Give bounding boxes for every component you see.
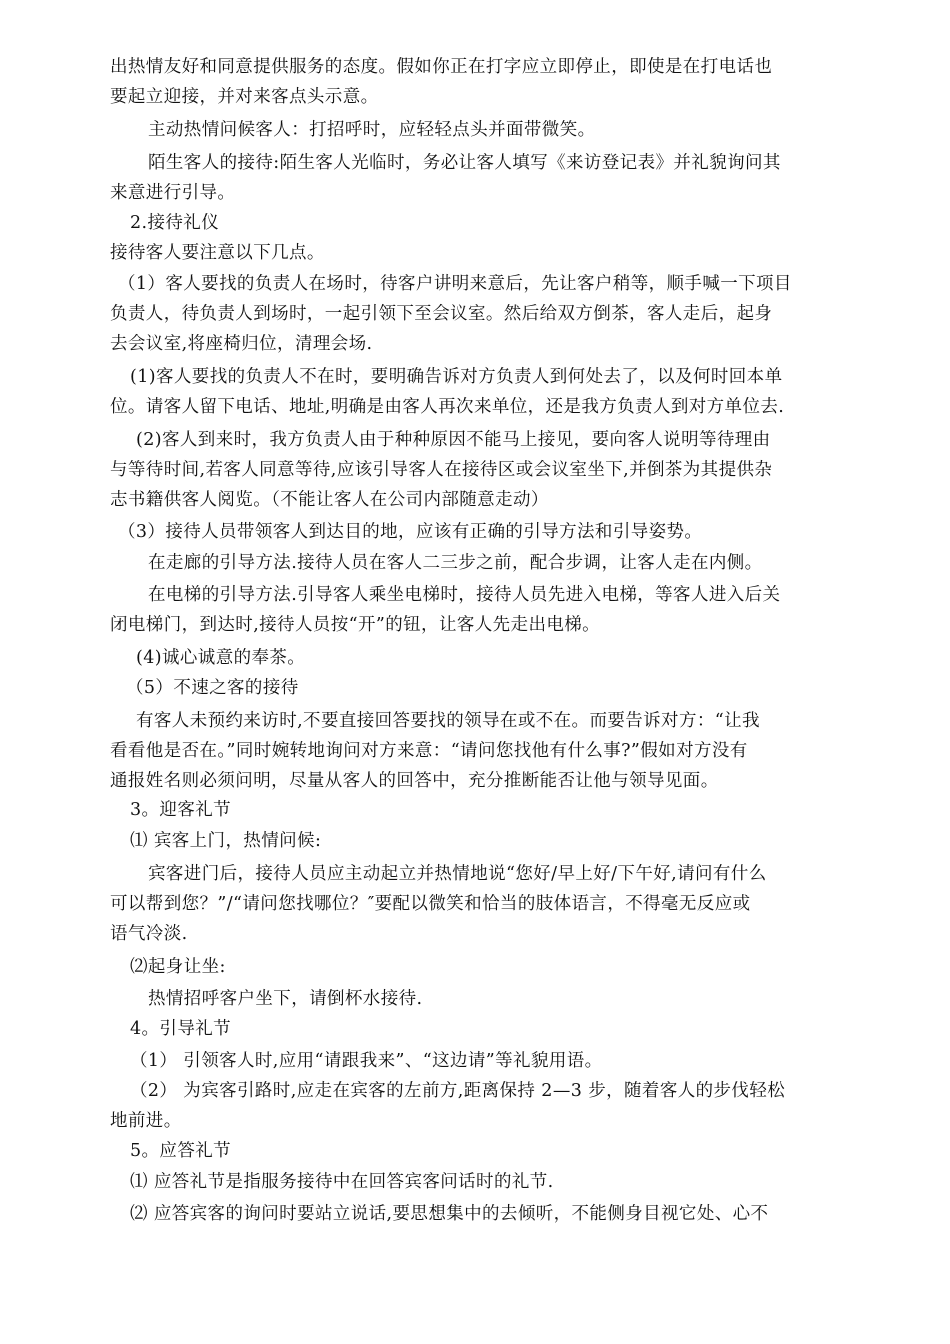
text-line: （5）不速之客的接待	[126, 678, 299, 698]
text-line: 闭电梯门，到达时,接待人员按“开”的钮，让客人先走出电梯。	[110, 615, 601, 635]
text-line: 可以帮到您？”/“请问您找哪位？″要配以微笑和恰当的肢体语言，不得毫无反应或	[110, 894, 751, 914]
text-line: (1)客人要找的负责人不在时，要明确告诉对方负责人到何处去了，以及何时回本单	[130, 367, 783, 387]
section-heading: 4。引导礼节	[130, 1019, 232, 1039]
text-line: 负责人，待负责人到场时，一起引领下至会议室。然后给双方倒茶，客人走后，起身	[110, 304, 773, 324]
text-line: 在走廊的引导方法.接待人员在客人二三步之前，配合步调，让客人走在内侧。	[148, 553, 763, 573]
text-line: ⑴ 应答礼节是指服务接待中在回答宾客问话时的礼节.	[130, 1172, 554, 1192]
text-line: 看看他是否在。”同时婉转地询问对方来意：“请问您找他有什么事?”假如对方没有	[110, 741, 748, 761]
text-line: 热情招呼客户坐下，请倒杯水接待.	[148, 989, 423, 1009]
text-line: 要起立迎接，并对来客点头示意。	[110, 87, 379, 107]
section-heading: 5。应答礼节	[130, 1141, 232, 1161]
text-line: 来意进行引导。	[110, 183, 236, 203]
text-line: （1）客人要找的负责人在场时，待客户讲明来意后，先让客户稍等，顺手喊一下项目	[118, 274, 792, 294]
text-line: ⑵起身让坐:	[130, 957, 226, 977]
section-heading: 2.接待礼仪	[130, 213, 220, 233]
text-line: （3）接待人员带领客人到达目的地，应该有正确的引导方法和引导姿势。	[118, 522, 703, 542]
text-line: 地前进。	[110, 1111, 182, 1131]
text-line: ⑴ 宾客上门，热情问候:	[130, 831, 322, 851]
text-line: 位。请客人留下电话、地址,明确是由客人再次来单位，还是我方负责人到对方单位去.	[110, 397, 785, 417]
text-line: 有客人未预约来访时,不要直接回答要找的领导在或不在。而要告诉对方：“让我	[136, 711, 760, 731]
text-line: （2） 为宾客引路时,应走在宾客的左前方,距离保持 2—3 步，随着客人的步伐轻松	[130, 1081, 786, 1101]
text-line: 接待客人要注意以下几点。	[110, 243, 325, 263]
section-heading: 3。迎客礼节	[130, 800, 232, 820]
text-line: 去会议室,将座椅归位，清理会场.	[110, 334, 373, 354]
text-line: 主动热情问候客人：打招呼时，应轻轻点头并面带微笑。	[148, 120, 596, 140]
text-line: 宾客进门后，接待人员应主动起立并热情地说“您好/早上好/下午好,请问有什么	[148, 864, 767, 884]
text-line: 出热情友好和同意提供服务的态度。假如你正在打字应立即停止，即使是在打电话也	[110, 57, 773, 77]
text-line: 语气冷淡.	[110, 924, 188, 944]
text-line: ⑵ 应答宾客的询问时要站立说话,要思想集中的去倾听，不能侧身目视它处、心不	[130, 1204, 769, 1224]
text-line: 志书籍供客人阅览。（不能让客人在公司内部随意走动）	[110, 490, 549, 510]
text-line: 通报姓名则必须问明，尽量从客人的回答中，充分推断能否让他与领导见面。	[110, 771, 719, 791]
text-line: (2)客人到来时，我方负责人由于种种原因不能马上接见，要向客人说明等待理由	[136, 430, 771, 450]
text-line: （1） 引领客人时,应用“请跟我来”、“这边请”等礼貌用语。	[130, 1051, 603, 1071]
text-line: (4)诚心诚意的奉茶。	[136, 648, 306, 668]
text-line: 在电梯的引导方法.引导客人乘坐电梯时，接待人员先进入电梯，等客人进入后关	[148, 585, 781, 605]
text-line: 与等待时间,若客人同意等待,应该引导客人在接待区或会议室坐下,并倒茶为其提供杂	[110, 460, 773, 480]
text-line: 陌生客人的接待:陌生客人光临时，务必让客人填写《来访登记表》并礼貌询问其	[148, 153, 781, 173]
